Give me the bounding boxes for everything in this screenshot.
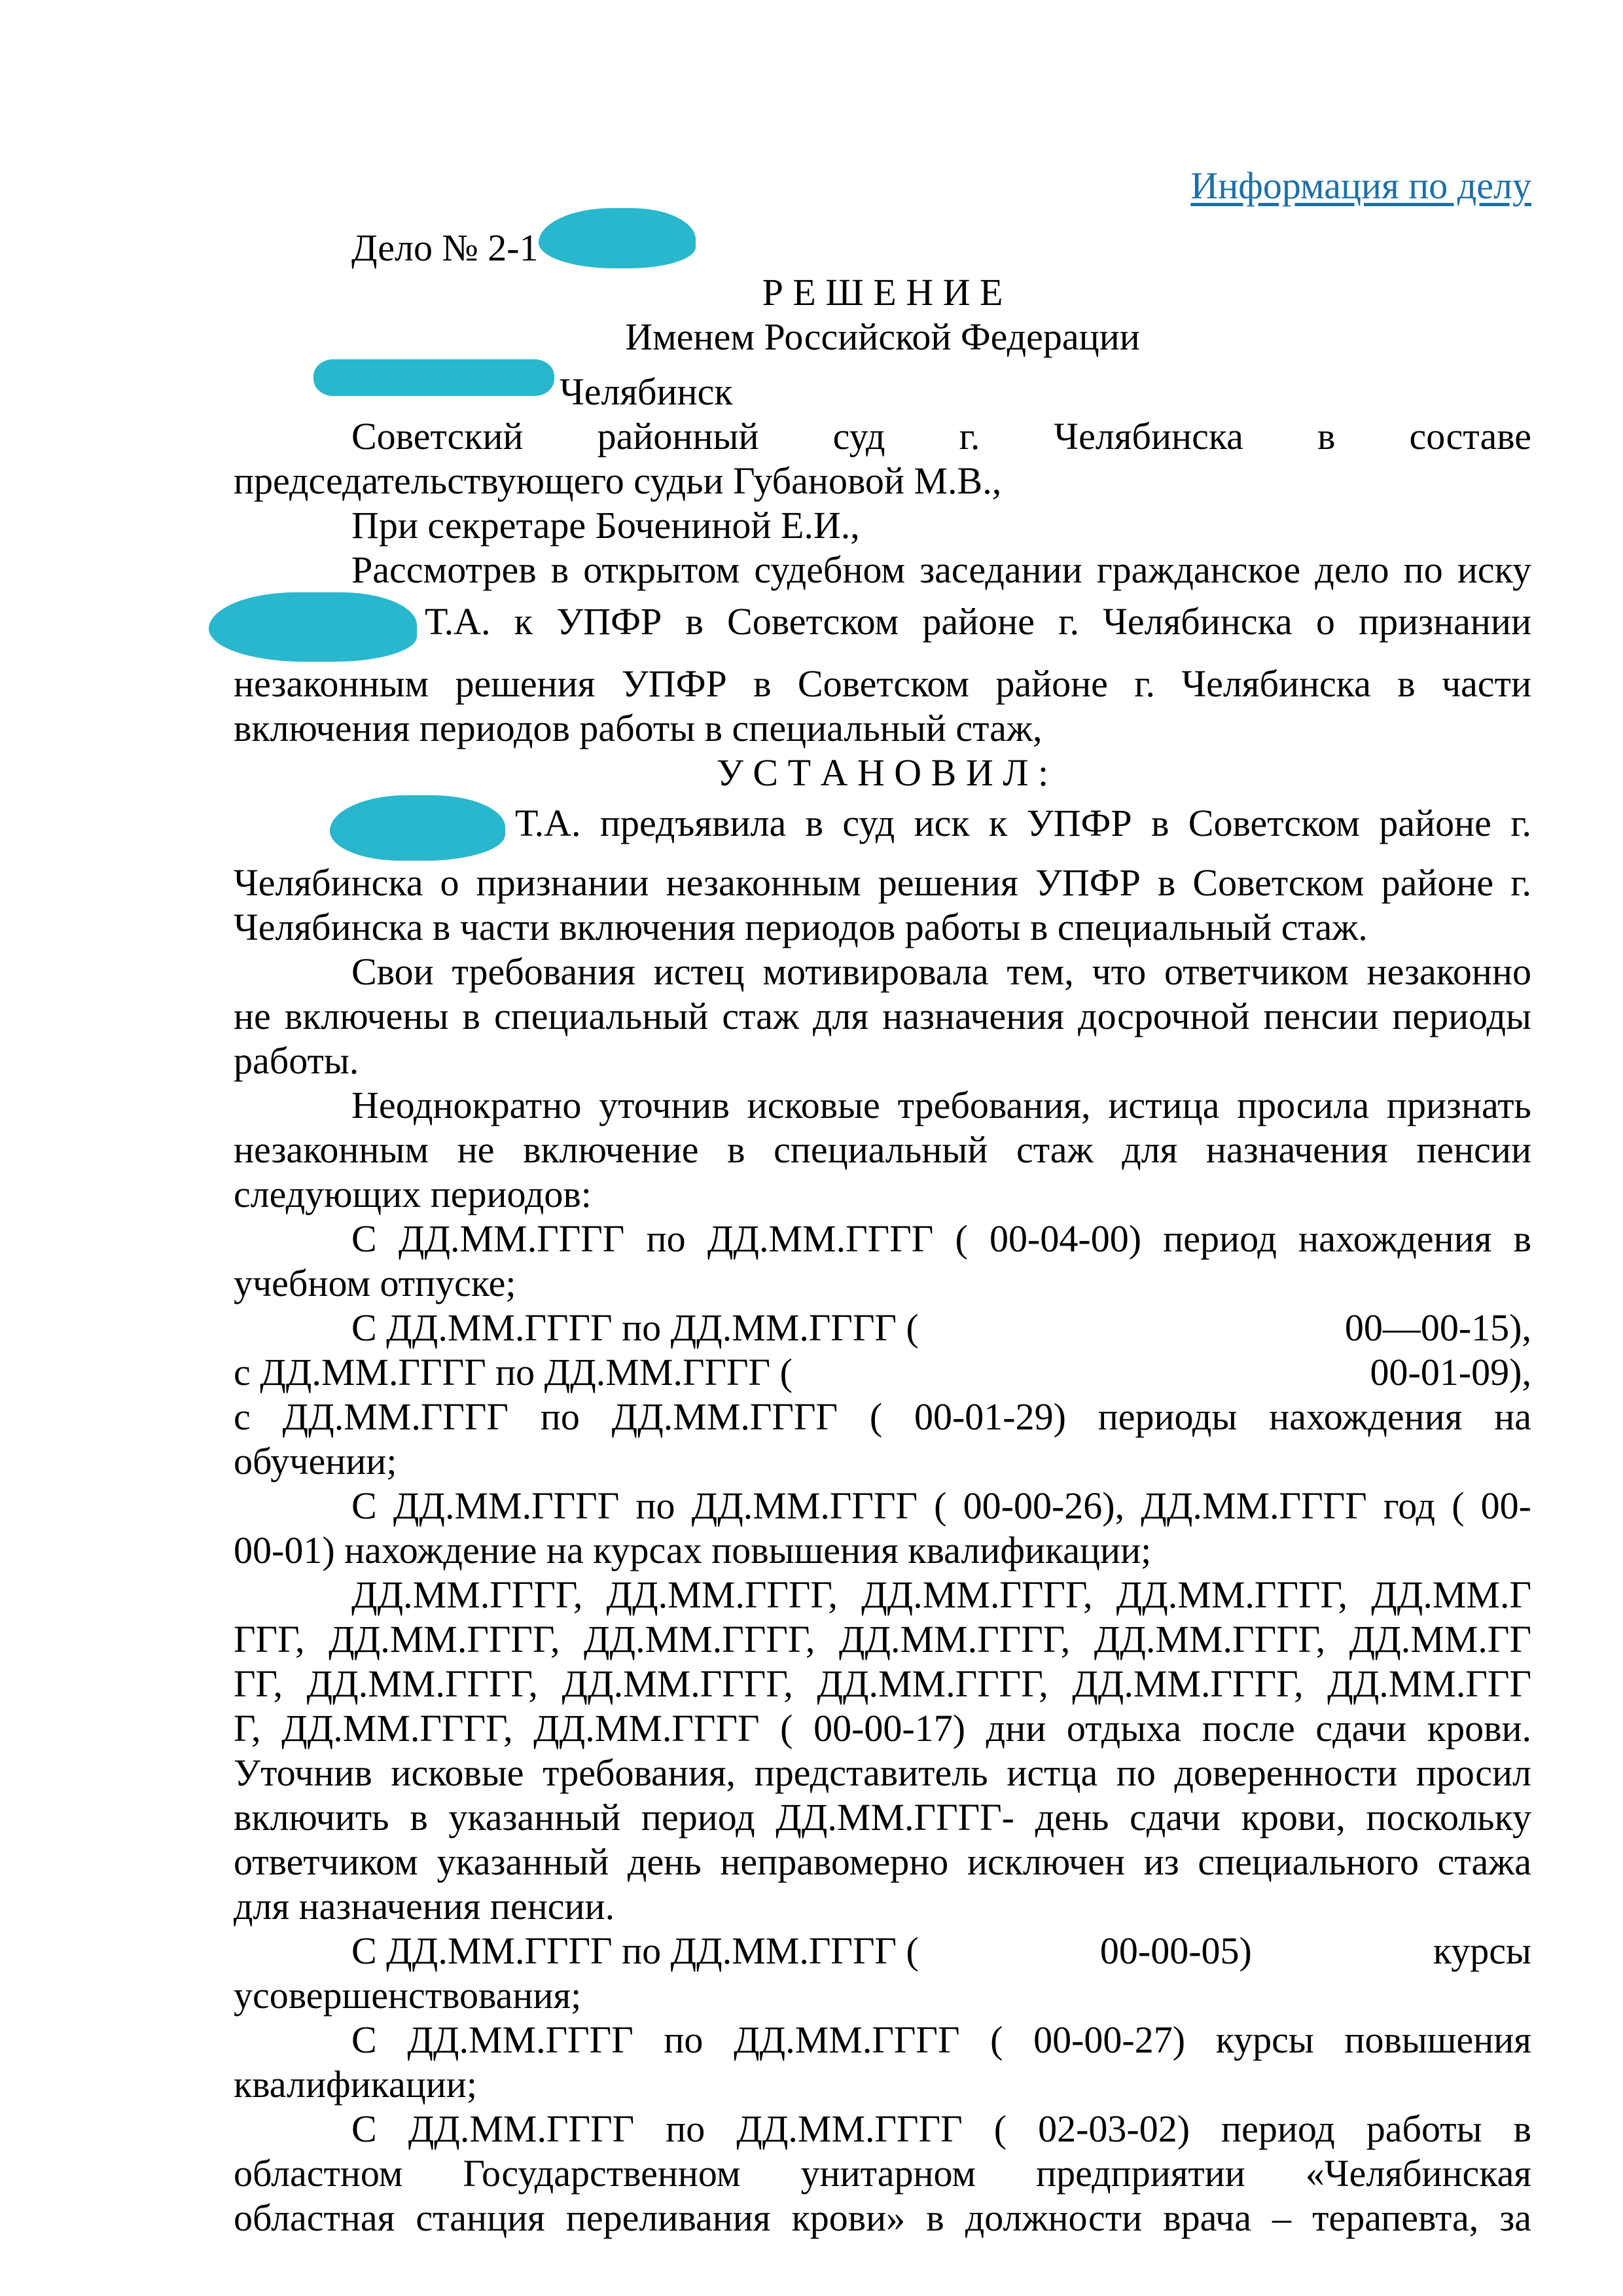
- text-line: [234, 208, 1531, 270]
- case-info-link-line: [234, 164, 1531, 208]
- text-line: [234, 1484, 1531, 1528]
- text-segment: С ДД.ММ.ГГГГ по ДД.ММ.ГГГГ ( 00-00-26), ДД.ММ.ГГГГ год ( 00-: [351, 1484, 1531, 1527]
- text-line: [234, 1662, 1531, 1706]
- text-segment: включить в указанный период ДД.ММ.ГГГГ- день сдачи крови, поскольку: [234, 1796, 1531, 1839]
- text-line: [234, 548, 1531, 592]
- text-line: [234, 1751, 1531, 1795]
- text-line: [234, 1172, 1531, 1217]
- text-line: [234, 414, 1531, 459]
- text-line: [234, 2196, 1531, 2240]
- text-line: [234, 1973, 1531, 2018]
- text-segment: С ДД.ММ.ГГГГ по ДД.ММ.ГГГГ ( 02-03-02) период работы в: [351, 2108, 1531, 2150]
- text-segment: У С Т А Н О В И Л :: [716, 751, 1049, 794]
- redaction-blob: [313, 359, 554, 396]
- text-segment: 00-01-09),: [1370, 1351, 1531, 1393]
- text-segment: Челябинск: [560, 370, 733, 413]
- text-segment: Т.А. предъявила в суд иск к УПФР в Советском районе г.: [515, 802, 1531, 844]
- text-line: [234, 795, 1531, 861]
- text-line: [234, 662, 1531, 706]
- text-segment: незаконным решения УПФР в Советском районе г. Челябинска в части: [234, 662, 1531, 705]
- text-segment: курсы: [1433, 1929, 1531, 1972]
- text-line: [234, 592, 1531, 662]
- redaction-blob: [539, 208, 696, 268]
- text-segment: областная станция переливания крови» в должности врача – терапевта, за: [234, 2197, 1531, 2239]
- redaction-blob: [330, 795, 505, 861]
- text-segment: Дело № 2-1: [351, 226, 539, 269]
- text-line: [234, 905, 1531, 950]
- text-segment: включения периодов работы в специальный стаж,: [234, 707, 1043, 749]
- text-line: [234, 1573, 1531, 1617]
- text-line: [234, 1306, 1531, 1350]
- text-line: [234, 1840, 1531, 1884]
- text-segment: 00—00-15),: [1344, 1306, 1531, 1349]
- text-segment: С ДД.ММ.ГГГГ по ДД.ММ.ГГГГ (: [351, 1929, 919, 1972]
- text-segment: Г, ДД.ММ.ГГГГ, ДД.ММ.ГГГГ ( 00-00-17) дни отдыха после сдачи крови.: [234, 1707, 1531, 1749]
- text-line: [234, 2151, 1531, 2196]
- text-segment: квалификации;: [234, 2063, 477, 2106]
- text-line: [234, 1039, 1531, 1083]
- case-info-link[interactable]: Информация по делу: [1190, 164, 1531, 207]
- text-line: [234, 359, 1531, 414]
- text-segment: Челябинска в части включения периодов работы в специальный стаж.: [234, 906, 1368, 948]
- text-segment: С ДД.ММ.ГГГГ по ДД.ММ.ГГГГ ( 00-00-27) курсы повышения: [351, 2018, 1531, 2061]
- text-line: [234, 994, 1531, 1039]
- text-line: [234, 1217, 1531, 1261]
- text-segment: Р Е Ш Е Н И Е: [762, 271, 1003, 314]
- text-line: [234, 270, 1531, 315]
- text-line: [234, 459, 1531, 503]
- text-segment: ДД.ММ.ГГГГ, ДД.ММ.ГГГГ, ДД.ММ.ГГГГ, ДД.ММ.ГГГГ, ДД.ММ.Г: [351, 1573, 1531, 1616]
- text-line: [234, 1929, 1531, 1973]
- text-segment: ГГ, ДД.ММ.ГГГГ, ДД.ММ.ГГГГ, ДД.ММ.ГГГГ, ДД.ММ.ГГГГ, ДД.ММ.ГГГ: [234, 1662, 1531, 1705]
- text-segment: Свои требования истец мотивировала тем, что ответчиком незаконно: [351, 950, 1531, 993]
- redaction-blob: [209, 592, 417, 662]
- text-segment: председательствующего судьи Губановой М.В.,: [234, 459, 1002, 502]
- text-segment: работы.: [234, 1039, 359, 1082]
- text-line: [234, 1884, 1531, 1929]
- text-segment: Советский районный суд г. Челябинска в составе: [351, 415, 1531, 457]
- text-segment: ГГГ, ДД.ММ.ГГГГ, ДД.ММ.ГГГГ, ДД.ММ.ГГГГ, ДД.ММ.ГГГГ, ДД.ММ.ГГ: [234, 1618, 1531, 1660]
- text-segment: следующих периодов:: [234, 1173, 592, 1215]
- text-line: [234, 1261, 1531, 1306]
- text-segment: учебном отпуске;: [234, 1262, 516, 1304]
- text-line: [234, 1395, 1531, 1439]
- text-line: [234, 2062, 1531, 2107]
- document-body: [234, 208, 1531, 2240]
- document-content: [234, 164, 1531, 2240]
- text-line: [234, 706, 1531, 751]
- text-line: [234, 503, 1531, 548]
- text-line: [234, 2107, 1531, 2151]
- text-line: [234, 751, 1531, 795]
- text-line: [234, 1706, 1531, 1751]
- text-segment: Именем Российской Федерации: [625, 315, 1140, 358]
- text-line: [234, 1350, 1531, 1395]
- text-segment: Челябинска о признании незаконным решения УПФР в Советском районе г.: [234, 861, 1531, 904]
- text-line: [234, 1083, 1531, 1128]
- text-segment: Рассмотрев в открытом судебном заседании гражданское дело по иску: [351, 548, 1531, 591]
- text-segment: обучении;: [234, 1440, 397, 1482]
- text-line: [234, 950, 1531, 994]
- text-segment: Уточнив исковые требования, представитель истца по доверенности просил: [234, 1751, 1531, 1794]
- text-segment: С ДД.ММ.ГГГГ по ДД.ММ.ГГГГ (: [351, 1306, 919, 1349]
- text-segment: областном Государственном унитарном предприятии «Челябинская: [234, 2152, 1531, 2195]
- text-segment: С ДД.ММ.ГГГГ по ДД.ММ.ГГГГ ( 00-04-00) период нахождения в: [351, 1217, 1531, 1260]
- text-segment: Т.А. к УПФР в Советском районе г. Челябинска о признании: [425, 600, 1531, 643]
- text-segment: незаконным не включение в специальный стаж для назначения пенсии: [234, 1128, 1531, 1171]
- text-line: [234, 1528, 1531, 1573]
- text-segment: 00-01) нахождение на курсах повышения квалификации;: [234, 1529, 1152, 1571]
- text-segment: с ДД.ММ.ГГГГ по ДД.ММ.ГГГГ ( 00-01-29) периоды нахождения на: [234, 1395, 1531, 1438]
- text-segment: для назначения пенсии.: [234, 1885, 615, 1928]
- text-segment: с ДД.ММ.ГГГГ по ДД.ММ.ГГГГ (: [234, 1351, 793, 1393]
- text-line: [234, 1439, 1531, 1484]
- text-line: [234, 1617, 1531, 1662]
- text-line: [234, 2018, 1531, 2062]
- text-segment: не включены в специальный стаж для назначения досрочной пенсии периоды: [234, 995, 1531, 1037]
- text-line: [234, 861, 1531, 905]
- text-line: [234, 315, 1531, 359]
- text-segment: ответчиком указанный день неправомерно исключен из специального стажа: [234, 1840, 1531, 1883]
- text-line: [234, 1128, 1531, 1172]
- text-segment: При секретаре Бочениной Е.И.,: [351, 504, 860, 547]
- text-segment: усовершенствования;: [234, 1974, 582, 2017]
- text-line: [234, 1795, 1531, 1840]
- text-segment: Неоднократно уточнив исковые требования, истица просила признать: [351, 1084, 1531, 1126]
- text-segment: 00-00-05): [1099, 1929, 1252, 1972]
